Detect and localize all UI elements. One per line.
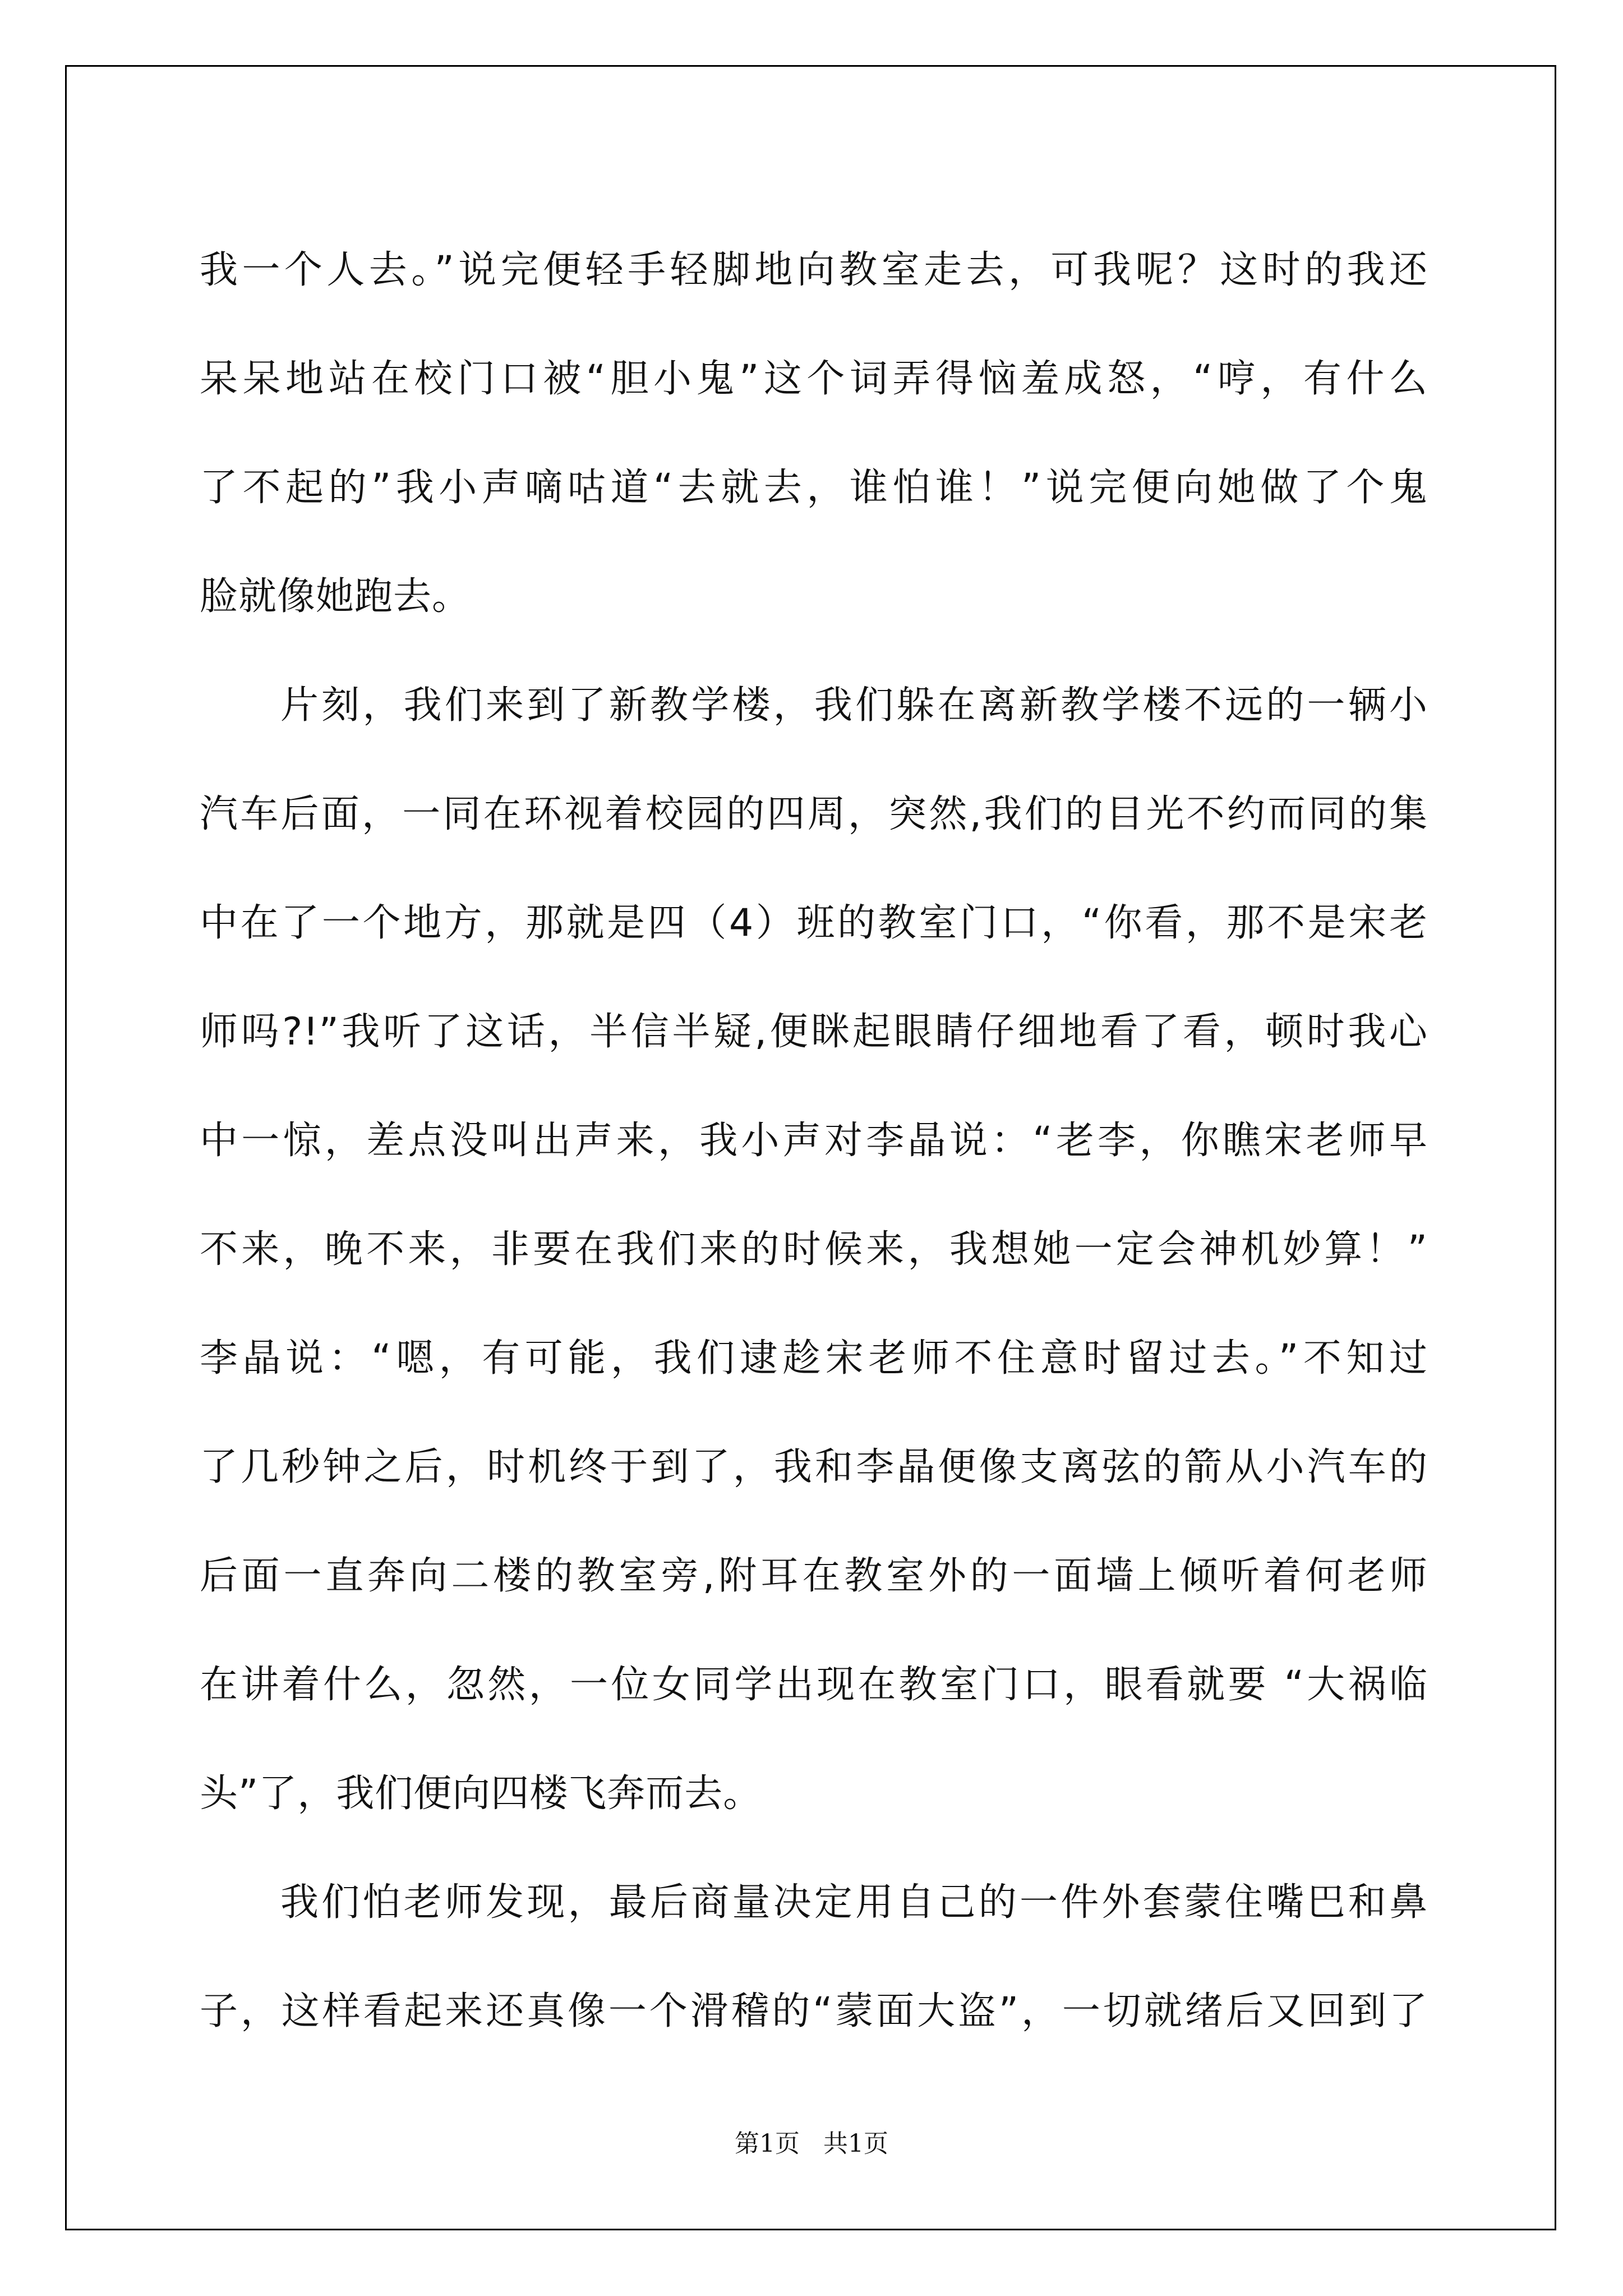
document-body	[200, 216, 1428, 2066]
text-line: 李晶说：“嗯，有可能，我们逮趁宋老师不住意时留过去。”不知过	[200, 1336, 1428, 1381]
text-line: 了几秒钟之后，时机终于到了，我和李晶便像支离弦的箭从小汽车的	[200, 1445, 1428, 1489]
text-line: 后面一直奔向二楼的教室旁,附耳在教室外的一面墙上倾听着何老师	[200, 1554, 1428, 1598]
text-line: 了不起的”我小声嘀咕道“去就去，谁怕谁！”说完便向她做了个鬼	[200, 466, 1428, 510]
text-line: 我一个人去。”说完便轻手轻脚地向教室走去，可我呢？这时的我还	[200, 248, 1428, 292]
text-line: 脸就像她跑去。	[200, 574, 471, 619]
text-line: 头”了，我们便向四楼飞奔而去。	[200, 1772, 762, 1816]
page-number-label: 第1页 共1页	[735, 2129, 888, 2158]
text-line: 不来，晚不来，非要在我们来的时候来，我想她一定会神机妙算！”	[200, 1227, 1428, 1272]
paragraph-first-line: 片刻，我们来到了新教学楼，我们躲在离新教学楼不远的一辆小	[280, 683, 1428, 728]
text-line: 汽车后面，一同在环视着校园的四周，突然,我们的目光不约而同的集	[200, 792, 1428, 836]
text-line: 中一惊，差点没叫出声来，我小声对李晶说：“老李，你瞧宋老师早	[200, 1119, 1428, 1163]
text-line: 呆呆地站在校门口被“胆小鬼”这个词弄得恼羞成怒，“哼，有什么	[200, 357, 1428, 401]
text-line: 中在了一个地方，那就是四（4）班的教室门口，“你看，那不是宋老	[200, 901, 1428, 945]
paragraph-first-line: 我们怕老师发现，最后商量决定用自己的一件外套蒙住嘴巴和鼻	[280, 1880, 1428, 1925]
text-line: 师吗?!”我听了这话，半信半疑,便眯起眼睛仔细地看了看，顿时我心	[200, 1010, 1428, 1054]
page-footer	[0, 2123, 1623, 2159]
text-line: 子，这样看起来还真像一个滑稽的“蒙面大盗”，一切就绪后又回到了	[200, 1989, 1428, 2033]
text-line: 在讲着什么，忽然，一位女同学出现在教室门口，眼看就要 “大祸临	[200, 1663, 1428, 1707]
